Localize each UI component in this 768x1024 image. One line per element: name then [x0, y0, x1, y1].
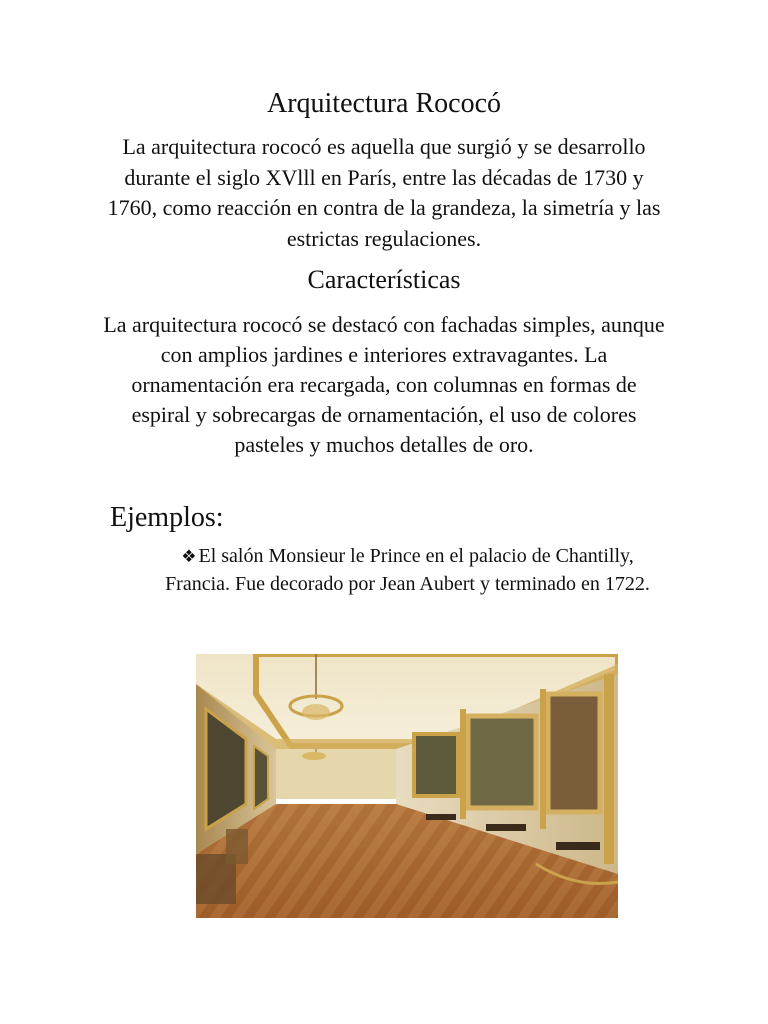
- example-text: El salón Monsieur le Prince en el palacio de Chantilly, Francia. Fue decorado por Jean Aubert y terminado en 1722.: [165, 545, 650, 595]
- example-list-item: [165, 543, 650, 598]
- page-title: Arquitectura Rococó: [266, 88, 502, 119]
- features-heading: Características: [307, 265, 461, 294]
- rococo-salon-photo: [196, 654, 618, 918]
- features-paragraph: La arquitectura rococó se destacó con fachadas simples, aunque con amplios jardines e interiores extravagantes. La ornamentación era recargada, con columnas en formas de espiral y sobrecargas de ornamentación, el uso de colores pasteles y muchos detalles de oro.: [103, 312, 665, 457]
- examples-heading: Ejemplos:: [110, 502, 224, 533]
- intro-paragraph: La arquitectura rococó es aquella que surgió y se desarrollo durante el siglo XVlll en París, entre las décadas de 1730 y 1760, como reacción en contra de la grandeza, la simetría y las estrictas regulaciones.: [107, 134, 661, 251]
- diamond-bullet-icon: ❖: [181, 547, 197, 566]
